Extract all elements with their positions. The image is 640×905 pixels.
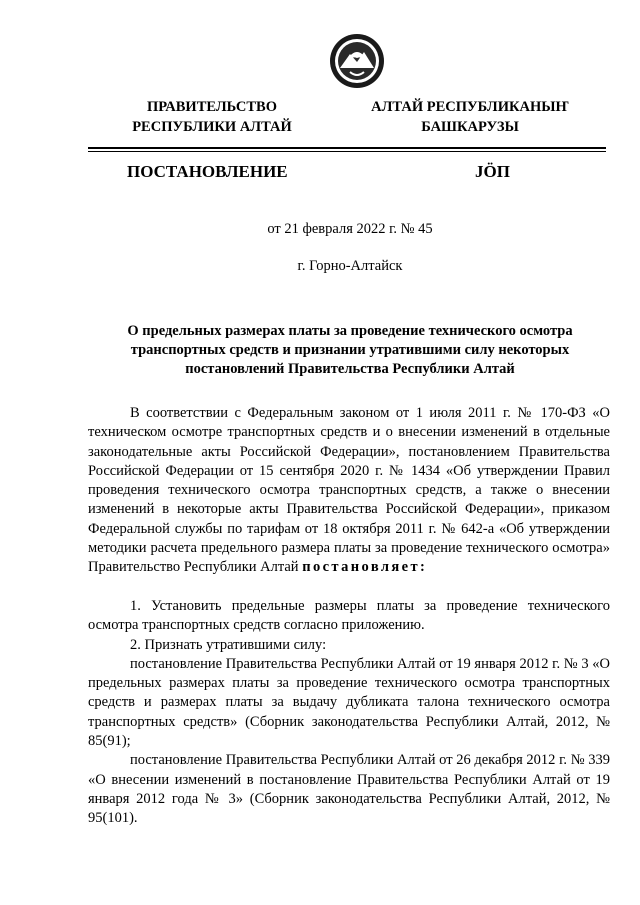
- decree-items: [88, 597, 610, 829]
- doc-type-altai: JÖП: [475, 162, 510, 181]
- decree-word: постановляет:: [302, 559, 428, 576]
- preamble-paragraph: [88, 404, 610, 578]
- title-line1: О предельных размерах платы за проведение технического осмотра: [127, 323, 573, 339]
- header-divider-thick: [88, 147, 606, 149]
- document-date: от 21 февраля 2022 г. № 45: [267, 221, 433, 237]
- coat-of-arms-icon: [328, 32, 386, 90]
- item-2-b: постановление Правительства Республики Алтай от 26 декабря 2012 г. № 339 «О внесении изменений в постановление Правительства Республики Алтай от 19 января 2012 года № 3» (Сборник законодательства Республики Алтай, 2012, № 95(101).: [88, 752, 610, 827]
- doc-type-russian: ПОСТАНОВЛЕНИЕ: [127, 162, 288, 181]
- header-right-line1: АЛТАЙ РЕСПУБЛИКАНЫҤ: [371, 99, 569, 115]
- item-2: 2. Признать утратившими силу:: [130, 636, 327, 653]
- header-right-line2: БАШКАРУЗЫ: [421, 119, 519, 135]
- header-divider-thin: [88, 151, 606, 152]
- header-left-line1: ПРАВИТЕЛЬСТВО: [147, 99, 277, 115]
- title-line3: постановлений Правительства Республики Алтай: [185, 361, 515, 377]
- header-left-line2: РЕСПУБЛИКИ АЛТАЙ: [132, 119, 292, 135]
- document-city: г. Горно-Алтайск: [297, 258, 403, 274]
- item-1: 1. Установить предельные размеры платы за проведение технического осмотра транспортных средств согласно приложению.: [88, 598, 610, 634]
- document-title: [100, 322, 600, 379]
- header-right: [355, 97, 585, 137]
- header-left: [97, 97, 327, 137]
- title-line2: транспортных средств и признании утратившими силу некоторых: [130, 342, 570, 358]
- item-2-a: постановление Правительства Республики Алтай от 19 января 2012 г. № 3 «О предельных размерах платы за проведение технического осмотра транспортных средств и размерах платы за выдачу дубликата талона технического осмотра транспортных средств» (Сборник законодательства Республики Алтай, 2012, № 85(91);: [88, 655, 610, 750]
- preamble-text: В соответствии с Федеральным законом от 1 июля 2011 г. № 170-ФЗ «О техническом осмотре транспортных средств и о внесении изменений в отдельные законодательные акты Российской Федерации», постановлением Правительства Российской Федерации от 15 сентября 2020 г. № 1434 «Об утверждении Правил проведения технического осмотра транспортных средств, а также о внесении изменений в некоторые акты Правительства Российской Федерации», приказом Федеральной службы по тарифам от 18 октября 2011 г. № 642-а «Об утверждении методики расчета предельного размера платы за проведение технического осмотра» Правительство Республики Алтай: [88, 405, 610, 576]
